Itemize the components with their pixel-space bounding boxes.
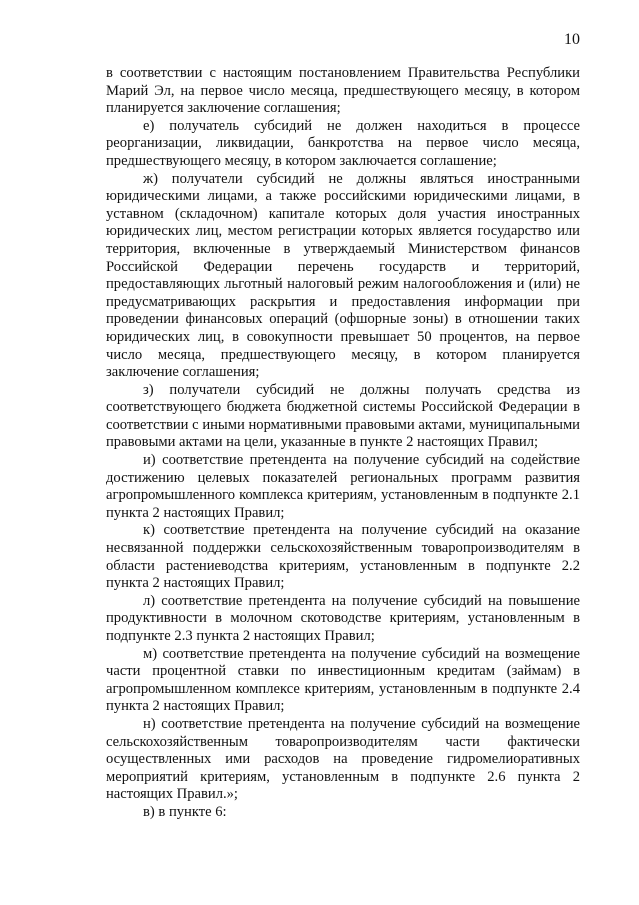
- paragraph-continuation: в соответствии с настоящим постановлением Правительства Республики Марий Эл, на первое число месяца, предшествующего месяцу, в котором планируется заключение соглашения;: [106, 65, 580, 117]
- paragraph-item-i: и) соответствие претендента на получение субсидий на содействие достижению целевых показателей региональных программ развития агропромышленного комплекса критериям, установленным в подпункте 2.1 пункта 2 настоящих Правил;: [106, 452, 580, 521]
- paragraph-item-zh: ж) получатели субсидий не должны являться иностранными юридическими лицами, а также российскими юридическими лицами, в уставном (складочном) капитале которых доля участия иностранных юридических лиц, местом регистрации которых является государство или территория, включенные в утверждаемый Министерством финансов Российской Федерации перечень государств и территорий, предоставляющих льготный налоговый режим налогообложения и (или) не предусматривающих раскрытия и предоставления информации при проведении финансовых операций (офшорные зоны) в отношении таких юридических лиц, в совокупности превышает 50 процентов, на первое число месяца, предшествующего месяцу, в котором планируется заключение соглашения;: [106, 170, 580, 381]
- paragraph-item-n: н) соответствие претендента на получение субсидий на возмещение сельскохозяйственным товаропроизводителям части фактически осуществленных ими расходов на проведение гидромелиоративных мероприятий критериям, установленным в подпункте 2.6 пункта 2 настоящих Правил.»;: [106, 715, 580, 803]
- paragraph-item-m: м) соответствие претендента на получение субсидий на возмещение части процентной ставки по инвестиционным кредитам (займам) в агропромышленном комплексе критериям, установленным в подпункте 2.4 пункта 2 настоящих Правил;: [106, 645, 580, 715]
- paragraph-item-e: е) получатель субсидий не должен находиться в процессе реорганизации, ликвидации, банкротства на первое число месяца, предшествующего месяцу, в котором заключается соглашение;: [106, 117, 580, 169]
- paragraph-item-v: в) в пункте 6:: [143, 803, 227, 820]
- paragraph-item-l: л) соответствие претендента на получение субсидий на повышение продуктивности в молочном скотоводстве критериям, установленным в подпункте 2.3 пункта 2 настоящих Правил;: [106, 592, 580, 644]
- paragraph-item-k: к) соответствие претендента на получение субсидий на оказание несвязанной поддержки сельскохозяйственным товаропроизводителям в области растениеводства критериям, установленным в подпункте 2.2 пункта 2 настоящих Правил;: [106, 522, 580, 592]
- paragraph-item-z: з) получатели субсидий не должны получать средства из соответствующего бюджета бюджетной системы Российской Федерации в соответствии с иными нормативными правовыми актами, муниципальными правовыми актами на цели, указанные в пункте 2 настоящих Правил;: [106, 381, 580, 451]
- page-number: 10: [564, 31, 580, 48]
- document-body: [106, 65, 580, 822]
